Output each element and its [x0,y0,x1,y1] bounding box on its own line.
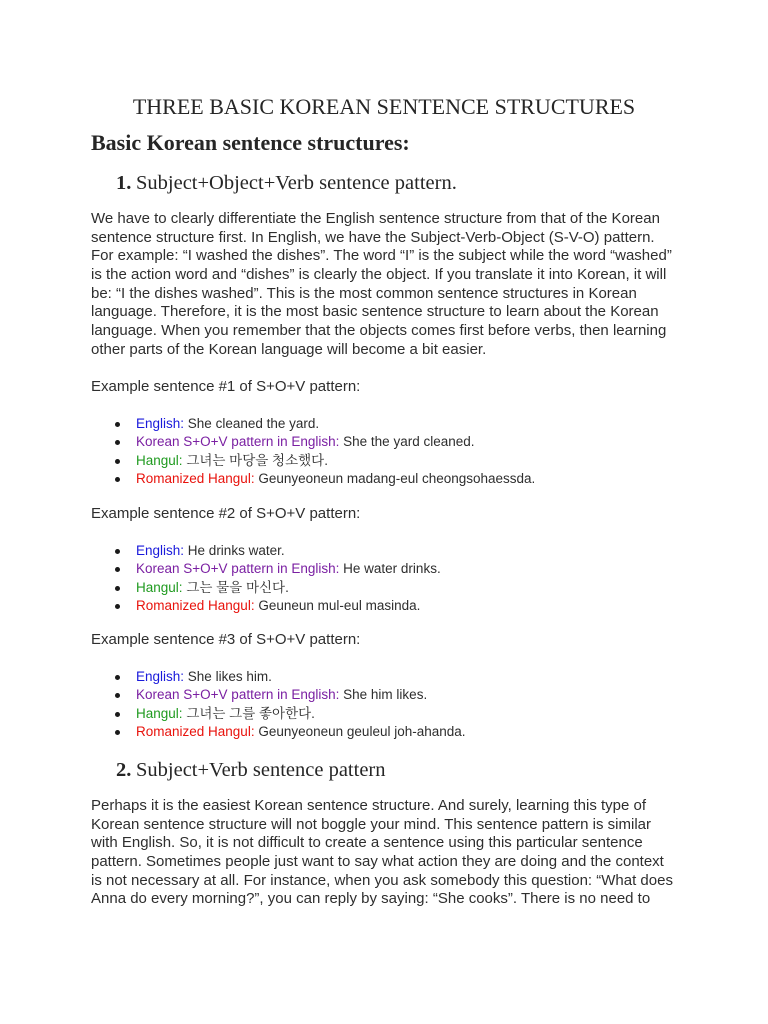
main-heading: Basic Korean sentence structures: [91,130,410,155]
section-title: Subject+Object+Verb sentence pattern. [136,172,457,194]
section-heading-1 [0,171,768,195]
section-title: Subject+Verb sentence pattern [136,759,386,781]
example-label: Example sentence #2 of S+O+V pattern: [91,505,361,522]
section-number: 2. [116,759,132,781]
item-value: He water drinks. [343,561,441,577]
paragraph-line: language. When you remember that the objects comes first before verbs, then learning [91,322,667,340]
item-key-korean-pattern: Korean S+O+V pattern in English: [136,561,340,577]
list-item [0,452,768,470]
item-key-hangul: Hangul: [136,705,183,721]
example-list-2 [0,542,768,615]
list-item [0,542,768,560]
paragraph-2 [91,797,673,909]
paragraph-line: Anna do every morning?”, you can reply by saying: “She cooks”. There is no need to [91,890,651,908]
paragraph-line: with English. So, it is not difficult to create a sentence using this particular sentence [91,834,643,852]
list-item [0,560,768,578]
item-key-english: English: [136,543,185,558]
bullet-icon [115,693,120,698]
paragraph-line: sentence structure first. In English, we have the Subject-Verb-Object (S-V-O) pattern. [91,228,655,246]
item-value: 그는 물을 마신다. [186,579,289,595]
list-item [0,415,768,433]
item-value: She him likes. [343,687,428,703]
example-label: Example sentence #3 of S+O+V pattern: [91,631,361,648]
bullet-icon [115,712,120,717]
item-key-english: English: [136,669,185,684]
example-list-1 [0,415,768,488]
item-key-korean-pattern: Korean S+O+V pattern in English: [136,434,340,450]
list-item [0,686,768,704]
item-value: Geuneun mul-eul masinda. [258,597,421,613]
item-value: Geunyeoneun geuleul joh-ahanda. [258,723,466,739]
example-label: Example sentence #1 of S+O+V pattern: [91,378,361,395]
item-key-romanized: Romanized Hangul: [136,470,255,486]
item-key-english: English: [136,416,185,431]
section-heading-2 [0,758,768,782]
item-value: She the yard cleaned. [343,434,475,450]
item-value: Geunyeoneun madang-eul cheongsohaessda. [258,470,536,486]
list-item [0,579,768,597]
list-item [0,470,768,488]
bullet-icon [115,730,120,735]
paragraph-line: Perhaps it is the easiest Korean sentence structure. And surely, learning this type of [91,797,647,814]
paragraph-line: Korean sentence structure will not boggle your mind. This sentence pattern is similar [91,815,652,833]
item-value: She likes him. [187,669,272,684]
paragraph-line: We have to clearly differentiate the English sentence structure from that of the Korean [91,210,660,227]
example-list-3 [0,668,768,741]
item-key-hangul: Hangul: [136,452,183,468]
paragraph-line: other parts of the Korean language will become a bit easier. [91,340,487,358]
list-item [0,723,768,741]
paragraph-line: is the action word and “dishes” is clearly the object. If you translate it into Korean, it will [91,266,667,284]
item-value: 그녀는 그를 좋아한다. [186,705,315,721]
list-item [0,705,768,723]
bullet-icon [115,675,120,680]
item-value: 그녀는 마당을 청소했다. [186,452,328,468]
bullet-icon [115,477,120,482]
item-key-romanized: Romanized Hangul: [136,723,255,739]
paragraph-line: For example: “I washed the dishes”. The word “I” is the subject while the word “washed” [91,247,672,265]
item-value: He drinks water. [187,543,285,558]
list-item [0,668,768,686]
paragraph-line: pattern. Sometimes people just want to say what action they are doing and the context [91,853,664,871]
paragraph-line: language. Therefore, it is the most basic sentence structure to learn about the Korean [91,303,659,321]
bullet-icon [115,440,120,445]
bullet-icon [115,422,120,427]
bullet-icon [115,604,120,609]
bullet-icon [115,549,120,554]
item-value: She cleaned the yard. [187,416,320,431]
bullet-icon [115,586,120,591]
bullet-icon [115,567,120,572]
list-item [0,597,768,615]
item-key-romanized: Romanized Hangul: [136,597,255,613]
list-item [0,433,768,451]
item-key-korean-pattern: Korean S+O+V pattern in English: [136,687,340,703]
document-title: THREE BASIC KOREAN SENTENCE STRUCTURES [132,94,636,119]
paragraph-1 [91,210,672,360]
section-number: 1. [116,172,132,194]
item-key-hangul: Hangul: [136,579,183,595]
paragraph-line: is not necessary at all. For instance, when you ask somebody this question: “What does [91,871,673,889]
paragraph-line: be: “I the dishes washed”. This is the most common sentence structures in Korean [91,284,637,302]
bullet-icon [115,459,120,464]
